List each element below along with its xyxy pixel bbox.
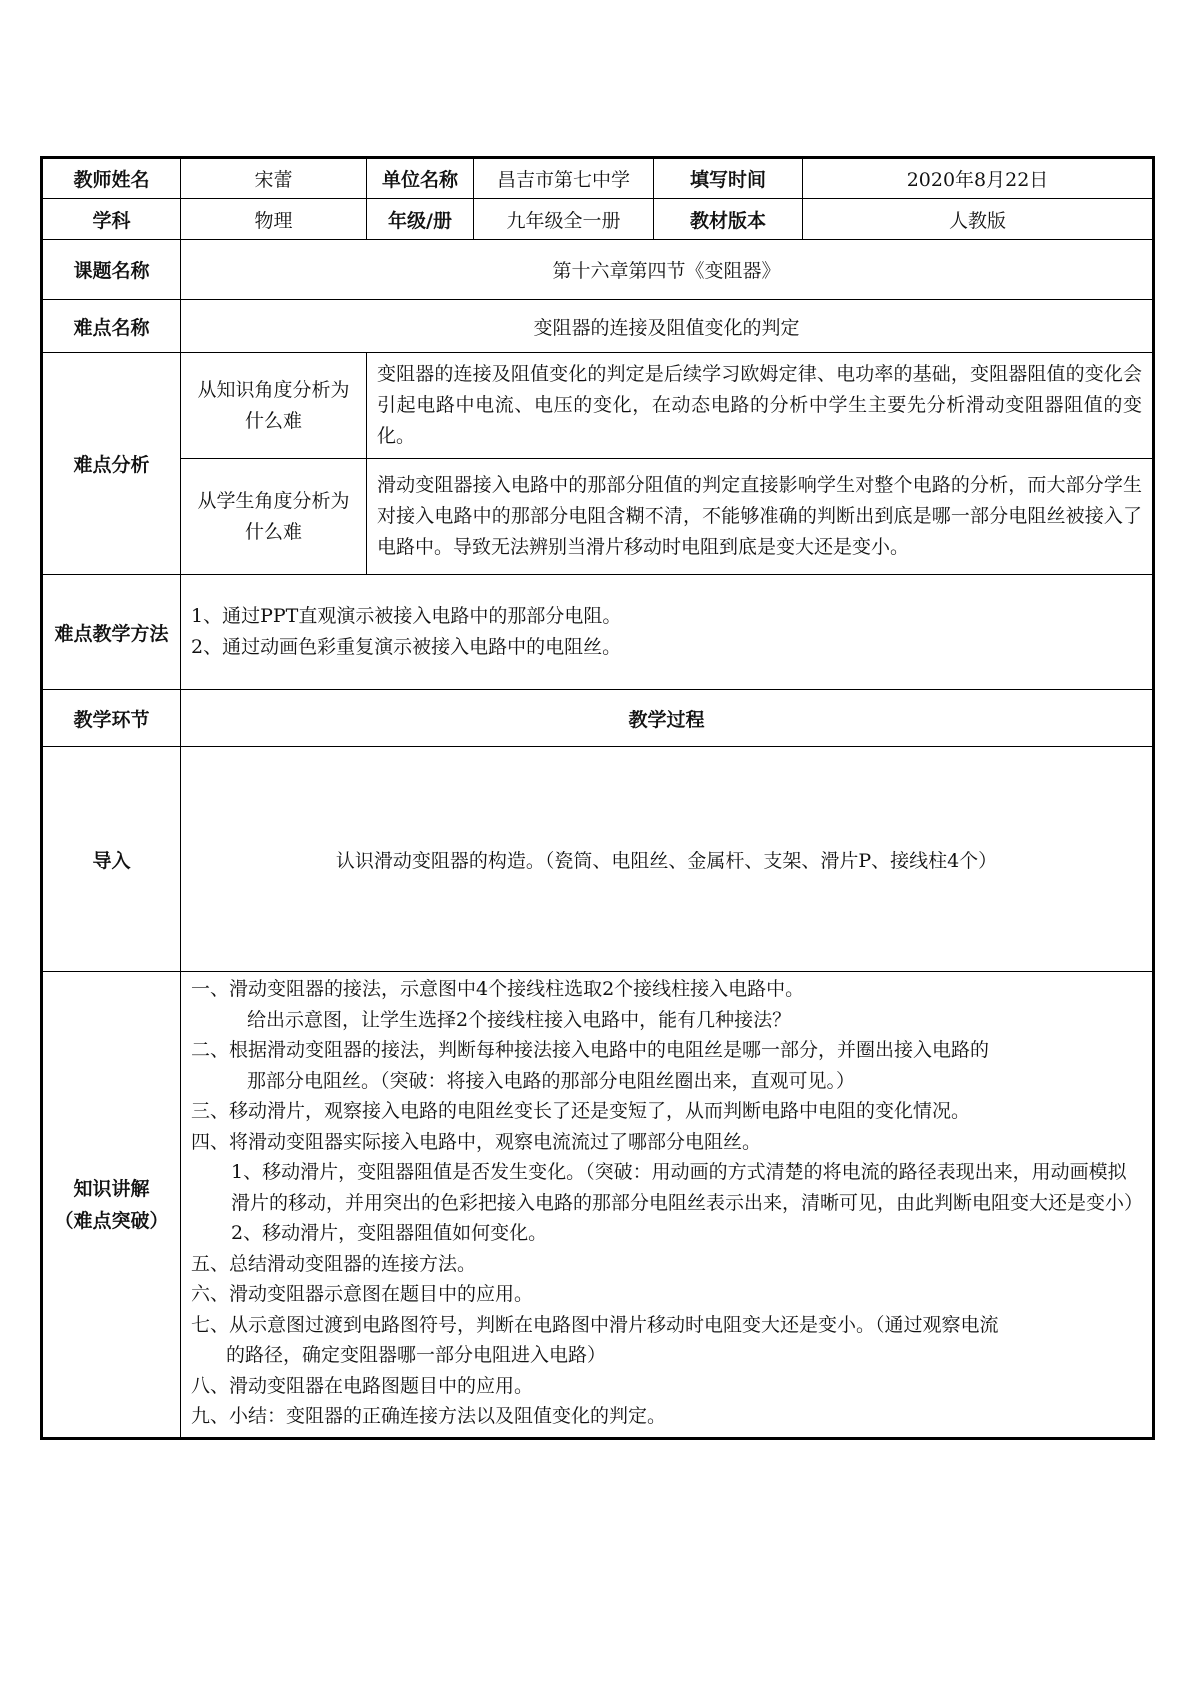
- unit-value: 昌吉市第七中学: [474, 158, 654, 199]
- knowledge-row: [42, 972, 1154, 1439]
- knowledge-line: 三、移动滑片，观察接入电路的电阻丝变长了还是变短了，从而判断电路中电阻的变化情况。: [191, 1100, 971, 1122]
- date-value: 2020年8月22日: [803, 158, 1154, 199]
- knowledge-line: 七、从示意图过渡到电路图符号，判断在电路图中滑片移动时电阻变大还是变小。（通过观察电流: [191, 1313, 999, 1336]
- process-label: 教学过程: [181, 690, 1154, 747]
- knowledge-line: 二、根据滑动变阻器的接法，判断每种接法接入电路中的电阻丝是哪一部分，并圈出接入电路的: [191, 1039, 990, 1061]
- topic-value: 第十六章第四节《变阻器》: [181, 240, 1154, 300]
- knowledge-line: 九、小结：变阻器的正确连接方法以及阻值变化的判定。: [191, 1405, 667, 1427]
- knowledge-label-line2: （难点突破）: [54, 1209, 169, 1232]
- method-item: 2、通过动画色彩重复演示被接入电路中的电阻丝。: [191, 636, 622, 658]
- intro-text: 认识滑动变阻器的构造。（瓷筒、电阻丝、金属杆、支架、滑片P、接线柱4个）: [181, 747, 1154, 972]
- knowledge-line: 八、滑动变阻器在电路图题目中的应用。: [191, 1374, 534, 1397]
- difficulty-row: [42, 300, 1154, 353]
- knowledge-line: 六、滑动变阻器示意图在题目中的应用。: [191, 1283, 534, 1305]
- method-item: 1、通过PPT直观演示被接入电路中的那部分电阻。: [191, 605, 622, 627]
- knowledge-label: [42, 972, 181, 1439]
- knowledge-line: 给出示意图，让学生选择2个接线柱接入电路中，能有几种接法？: [247, 1008, 792, 1031]
- knowledge-line: 五、总结滑动变阻器的连接方法。: [191, 1252, 477, 1275]
- difficulty-label: 难点名称: [42, 300, 181, 353]
- analysis-row-student: [42, 459, 1154, 575]
- lesson-plan-page: [40, 156, 1152, 1440]
- difficulty-value: 变阻器的连接及阻值变化的判定: [181, 300, 1154, 353]
- knowledge-line: 四、将滑动变阻器实际接入电路中，观察电流流过了哪部分电阻丝。: [191, 1130, 762, 1153]
- method-content: [181, 575, 1154, 690]
- knowledge-line: 那部分电阻丝。（突破：将接入电路的那部分电阻丝圈出来，直观可见。）: [247, 1069, 856, 1092]
- knowledge-label-line1: 知识讲解: [73, 1177, 150, 1200]
- student-angle-label: 从学生角度分析为什么难: [181, 459, 367, 575]
- knowledge-line: 的路径，确定变阻器哪一部分电阻进入电路）: [226, 1344, 607, 1366]
- grade-value: 九年级全一册: [474, 199, 654, 240]
- knowledge-angle-label: 从知识角度分析为什么难: [181, 353, 367, 459]
- analysis-row-knowledge: [42, 353, 1154, 459]
- date-label: 填写时间: [654, 158, 803, 199]
- knowledge-line: 1、移动滑片，变阻器阻值是否发生变化。（突破：用动画的方式清楚的将电流的路径表现出来，用动画模拟滑片的移动，并用突出的色彩把接入电路的那部分电阻丝表示出来，清晰可见，由此判断电阻变大还是变小）: [231, 1161, 1144, 1214]
- header-row-1: [42, 158, 1154, 199]
- lesson-plan-table: [40, 156, 1155, 1440]
- teacher-value: 宋蕾: [181, 158, 367, 199]
- stage-label: 教学环节: [42, 690, 181, 747]
- subject-value: 物理: [181, 199, 367, 240]
- knowledge-line: 2、移动滑片，变阻器阻值如何变化。: [231, 1222, 548, 1244]
- analysis-label: 难点分析: [42, 353, 181, 575]
- knowledge-angle-text: 变阻器的连接及阻值变化的判定是后续学习欧姆定律、电功率的基础，变阻器阻值的变化会引起电路中电流、电压的变化，在动态电路的分析中学生主要先分析滑动变阻器阻值的变化。: [367, 353, 1154, 459]
- knowledge-line: 一、滑动变阻器的接法，示意图中4个接线柱选取2个接线柱接入电路中。: [191, 978, 805, 1000]
- intro-row: [42, 747, 1154, 972]
- student-angle-text: 滑动变阻器接入电路中的那部分阻值的判定直接影响学生对整个电路的分析，而大部分学生对接入电路中的那部分电阻含糊不清，不能够准确的判断出到底是哪一部分电阻丝被接入了电路中。导致无法辨别当滑片移动时电阻到底是变大还是变小。: [367, 459, 1154, 575]
- knowledge-content: [181, 972, 1154, 1439]
- teacher-label: 教师姓名: [42, 158, 181, 199]
- subject-label: 学科: [42, 199, 181, 240]
- edition-value: 人教版: [803, 199, 1154, 240]
- grade-label: 年级/册: [367, 199, 474, 240]
- process-header-row: [42, 690, 1154, 747]
- intro-label: 导入: [42, 747, 181, 972]
- header-row-2: [42, 199, 1154, 240]
- method-label: 难点教学方法: [42, 575, 181, 690]
- method-row: [42, 575, 1154, 690]
- topic-label: 课题名称: [42, 240, 181, 300]
- unit-label: 单位名称: [367, 158, 474, 199]
- topic-row: [42, 240, 1154, 300]
- edition-label: 教材版本: [654, 199, 803, 240]
